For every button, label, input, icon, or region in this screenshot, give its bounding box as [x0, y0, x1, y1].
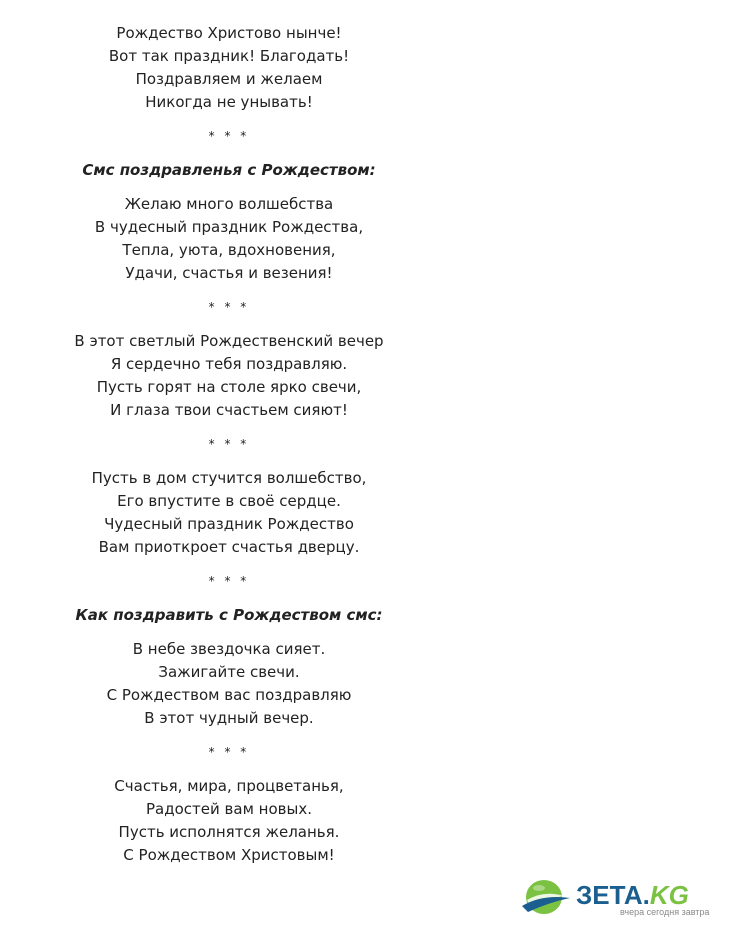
stanza-3: [0, 330, 458, 422]
separator: * * *: [208, 129, 250, 143]
site-logo[interactable]: [516, 872, 732, 922]
stanza-line: Желаю много волшебства: [124, 195, 334, 213]
stanza-line: Вам приоткроет счастья дверцу.: [98, 538, 360, 556]
stanza-line: В небе звездочка сияет.: [132, 640, 326, 658]
stanza-line: Я сердечно тебя поздравляю.: [110, 355, 348, 373]
stanza-line: Радостей вам новых.: [146, 800, 312, 818]
logo-tagline: вчера сегодня завтра: [620, 907, 710, 917]
stanza-line: Вот так праздник! Благодать!: [108, 47, 350, 65]
section-heading: Смс поздравленья с Рождеством:: [82, 161, 376, 179]
stanza-line: Счастья, мира, процветанья,: [114, 777, 344, 795]
stanza-line: Удачи, счастья и везения!: [125, 264, 333, 282]
stanza-line: В этот светлый Рождественский вечер: [74, 332, 384, 350]
logo-suffix: KG: [649, 880, 689, 910]
stanza-4: [0, 467, 458, 559]
stanza-line: Чудесный праздник Рождество: [104, 515, 354, 533]
stanza-line: Тепла, уюта, вдохновения,: [122, 241, 336, 259]
stanza-line: И глаза твои счастьем сияют!: [110, 401, 348, 419]
stanza-line: Пусть исполнятся желанья.: [118, 823, 340, 841]
stanza-line: В этот чудный вечер.: [144, 709, 314, 727]
stanza-6: [0, 775, 458, 867]
separator: * * *: [208, 574, 250, 588]
stanza-line: Рождество Христово нынче!: [116, 24, 342, 42]
poem-column: [0, 22, 458, 867]
stanza-line: Его впустите в своё сердце.: [117, 492, 341, 510]
section-heading: Как поздравить с Рождеством смс:: [75, 606, 383, 624]
stanza-line: В чудесный праздник Рождества,: [94, 218, 364, 236]
stanza-line: Поздравляем и желаем: [135, 70, 323, 88]
globe-icon: [520, 876, 572, 916]
separator: * * *: [208, 300, 250, 314]
stanza-1: [0, 22, 458, 114]
stanza-line: Пусть горят на столе ярко свечи,: [96, 378, 362, 396]
logo-word: ЗЕТА.: [576, 880, 650, 910]
stanza-2: [0, 193, 458, 285]
stanza-line: С Рождеством вас поздравляю: [106, 686, 352, 704]
separator: * * *: [208, 745, 250, 759]
separator: * * *: [208, 437, 250, 451]
stanza-line: Пусть в дом стучится волшебство,: [91, 469, 367, 487]
stanza-line: С Рождеством Христовым!: [123, 846, 335, 864]
stanza-line: Никогда не унывать!: [145, 93, 313, 111]
stanza-line: Зажигайте свечи.: [158, 663, 300, 681]
stanza-5: [0, 638, 458, 730]
